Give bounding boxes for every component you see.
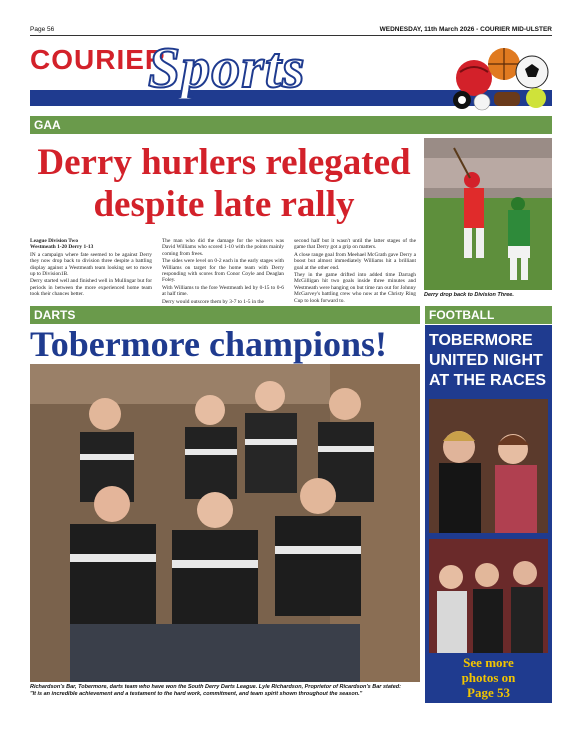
section-label-gaa: GAA [34,118,61,132]
result-title: League Division Two [30,238,79,244]
article-paragraph: Derry would outscore them by 3-7 to 1-5 in the [162,298,264,305]
article-paragraph: The sides were level on 0-2 each in the early stages with Williams on target for the home team with Derry responding with scores from Conor Coyle and Deaglan Foley. [162,258,284,284]
article-paragraph: IN a campaign where fate seemed to be against Derry they now drop back to division three despite a battling display against a Westmeath team looking set to move up to Division1B. [30,251,152,278]
masthead [30,35,552,112]
article-paragraph: second half but it wasn't until the latter stages of the game that Derry got a grip on matters. [294,238,416,251]
see-more-link[interactable] [425,655,552,700]
darts-team-photo-image [30,364,420,682]
brand-logo-text: COURIER [30,44,167,75]
see-more-line1: See more [463,655,514,670]
see-more-line3: Page 53 [467,685,510,700]
gaa-headline-line2: despite late rally [93,184,355,225]
races-photo-2 [429,539,548,653]
article-paragraph: A close range goal from Meehael McGrath gave Derry a boost but almost immediately Williams hit a brilliant goal at the other end. [294,251,416,271]
section-label-football: FOOTBALL [429,308,495,322]
section-bar-football [425,306,552,324]
article-paragraph: The man who did the damage for the winners was David Williams who scored 1-10 with the points mainly coming from frees. [162,238,284,257]
page-number: Page 56 [30,26,55,33]
darts-caption-line1: Richardson's Bar, Tobermore, darts team who have won the South Derry Darts League. Lyle Richardson, Proprietor of Ricardson's Bar stated: [30,684,401,690]
hurling-photo-image [424,138,552,290]
section-bar-gaa [30,116,552,134]
races-photo-1-image [429,399,548,533]
article-column-3 [294,238,416,305]
section-label-darts: DARTS [34,308,76,322]
section-bar-darts [30,306,420,324]
darts-photo-caption [30,684,422,697]
football-sidebox [425,325,552,703]
darts-team-photo [30,364,420,682]
article-column-2 [162,238,284,306]
gaa-headline-line1: Derry hurlers relegated [37,142,411,183]
date-line: WEDNESDAY, 11th March 2026 - COURIER MID-ULSTER [379,26,552,33]
section-logo-text: Sports [148,35,306,100]
article-paragraph: With Williams to the fore Westmeath led by 0-15 to 0-6 at half time. [162,284,284,298]
article-column-1 [30,238,152,299]
darts-caption-line2: "It is an incredible achievement and a testament to the hard work, commitment, and team spirit shown throughout the season." [30,690,363,697]
sidebox-title: TOBERMORE UNITED NIGHT AT THE RACES [429,332,547,389]
hurling-photo [424,138,552,290]
article-paragraph: Derry started well and finished well in Mullingar but for periods in between the more experienced home team took their chances better. [30,278,152,298]
hurling-photo-caption: Derry drop back to Division Three. [424,292,514,298]
gaa-article [30,238,418,304]
sports-balls-icon [432,42,552,112]
result-score: Westmeath 1-20 Derry 1-13 [30,244,94,251]
races-photo-2-image [429,539,548,653]
article-paragraph: They in the game drifted into added time Darragh McGilligan hit two goals inside three minutes and Westmeath were hanging on but time ran out for Johnny McGarvey's battling crew who now at the Christy Ring Cup to look forward to. [294,272,416,304]
races-photo-1 [429,399,548,533]
see-more-line2: photos on [461,670,516,685]
darts-headline: Tobermore champions! [30,324,388,364]
gaa-headline [30,142,418,226]
